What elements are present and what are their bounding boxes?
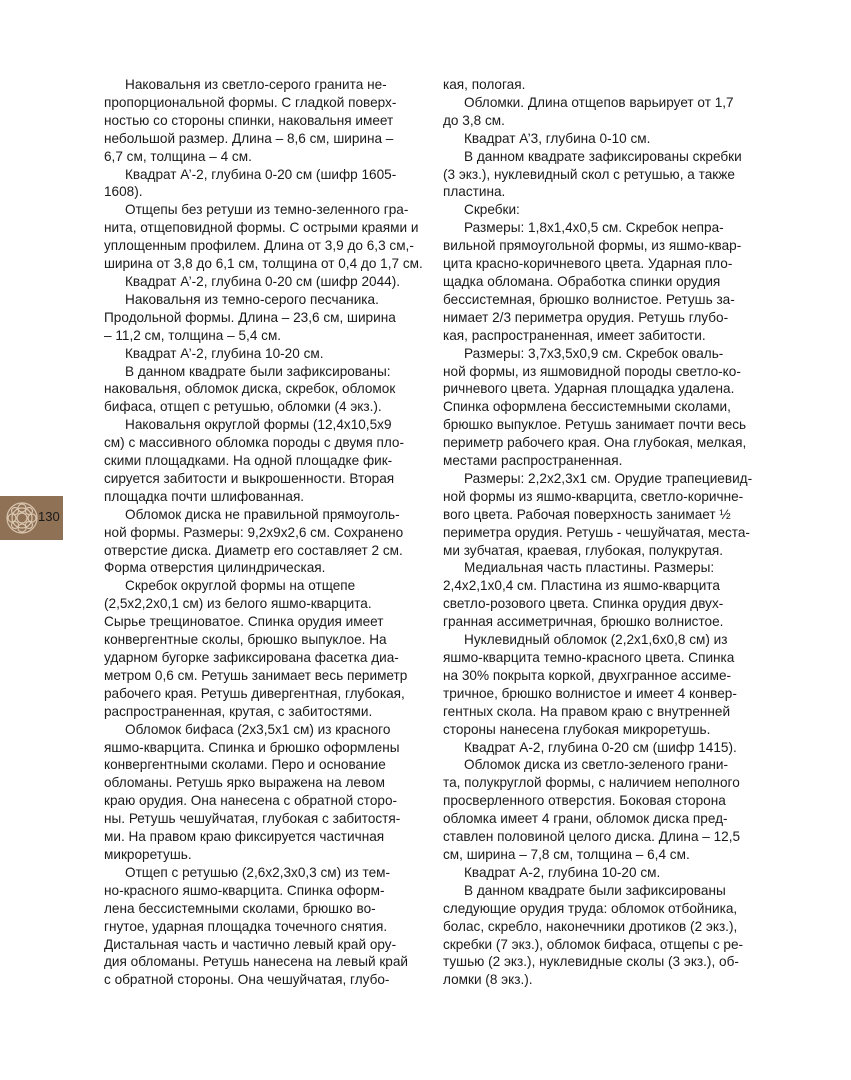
paragraph: Нуклевидный обломок (2,2х1,6х0,8 см) из яшмо-кварцита темно-красного цвета. Спинка на 30% покрыта коркой, двухгранное ассиме- тричное, брюшко волнистое и имеет 4 конвер- гентных скола. На правом краю с внутренней стороны нанесена глубокая микроретушь. xyxy=(443,632,737,737)
paragraph: Размеры: 1,8х1,4х0,5 см. Скребок непра- вильной прямоугольной формы, из яшмо-квар- цита красно-коричневого цвета. Ударная пло- щадка обломана. Обработка спинки орудия бессистемная, брюшко волнистое. Ретушь за- нимает 2/3 периметра орудия. Ретушь глубо- кая, распространенная, имеет забитости. xyxy=(443,220,742,343)
paragraph: Скребок округлой формы на отщепе (2,5х2,2х0,1 см) из белого яшмо-кварцита. Сырье трещиноватое. Спинка орудия имеет конвергентные сколы, брюшко выпуклое. На ударном бугорке зафиксирована фасетка диа- метром 0,6 см. Ретушь занимает весь периметр рабочего края. Ретушь дивергентная, глубокая, распространенная, крутая, с забитостями. xyxy=(104,578,408,719)
paragraph: Наковальня из светло-серого гранита не- пропорциональной формы. С гладкой поверх- ностью со стороны спинки, наковальня имеет небольшой размер. Длина – 8,6 см, ширина – 6,7 см, толщина – 4 см. xyxy=(104,77,397,164)
paragraph: Квадрат А’-2, глубина 10-20 см. xyxy=(125,345,324,361)
paragraph: В данном квадрате зафиксированы скребки (3 экз.), нуклевидный скол с ретушью, а также пластина. xyxy=(443,148,742,200)
paragraph: Обломок диска не правильной прямоуголь- ной формы. Размеры: 9,2х9х2,6 см. Сохранено отверстие диска. Диаметр его составляет 2 см. Форма отверстия цилиндрическая. xyxy=(104,506,404,576)
paragraph: Квадрат А’-2, глубина 0-20 см (шифр 1605- 1608). xyxy=(104,166,397,200)
paragraph: кая, пологая. xyxy=(443,77,526,92)
page-number-tab xyxy=(0,496,63,540)
right-text-column xyxy=(443,76,769,989)
paragraph: Размеры: 2,2х2,3х1 см. Орудие трапециевид- ной формы из яшмо-кварцита, светло-коричне- вого цвета. Рабочая поверхность занимает ½ периметра орудия. Ретушь - чешуйчатая, места- ми зубчатая, краевая, глубокая, полукрутая. xyxy=(443,470,753,558)
paragraph: Отщепы без ретуши из темно-зеленного гра- нита, отщеповидной формы. С острыми краями и уплощенным профилем. Длина от 3,9 до 6,3 см,- ширина от 3,8 до 6,1 см, толщина от 0,4 до 1,7 см. xyxy=(104,202,423,272)
paragraph: Наковальня округлой формы (12,4х10,5х9 см) с массивного обломка породы с двумя пло- скими площадками. На одной площадке фик- сируется забитости и выкрошенности. Вторая площадка почти шлифованная. xyxy=(104,417,405,504)
paragraph: Квадрат А-2, глубина 10-20 см. xyxy=(464,864,661,880)
ornament-icon xyxy=(4,500,40,536)
left-text-column xyxy=(104,76,426,989)
paragraph: Обломок бифаса (2х3,5х1 см) из красного яшмо-кварцита. Спинка и брюшко оформлены конвергентными сколами. Перо и основание обломаны. Ретушь ярко выражена на левом краю орудия. Она нанесена с обратной сторо- ны. Ретушь чешуйчатая, глубокая с забитостя- ми. На правом краю фиксируется частичная микроретушь. xyxy=(104,721,401,862)
paragraph: Квадрат А-2, глубина 0-20 см (шифр 1415). xyxy=(464,739,737,755)
paragraph: Скребки: xyxy=(464,202,520,218)
paragraph: Медиальная часть пластины. Размеры: 2,4х2,1х0,4 см. Пластина из яшмо-кварцита светло-розового цвета. Спинка орудия двух- гранная ассиметричная, брюшко волнистое. xyxy=(443,560,724,630)
paragraph: Обломки. Длина отщепов варьирует от 1,7 до 3,8 см. xyxy=(443,94,734,128)
paragraph: Размеры: 3,7х3,5х0,9 см. Скребок оваль- ной формы, из яшмовидной породы светло-ко- ричневого цвета. Ударная площадка удалена. Спинка оформлена бессистемными сколами, брюшко выпуклое. Ретушь занимает почти весь периметр рабочего края. Она глубокая, мелкая, местами распространенная. xyxy=(443,345,747,469)
paragraph: В данном квадрате были зафиксированы: наковальня, обломок диска, скребок, обломок бифаса, отщеп с ретушью, обломки (4 экз.). xyxy=(104,363,396,415)
paragraph: Квадрат А’-2, глубина 0-20 см (шифр 2044). xyxy=(125,273,401,289)
paragraph: Квадрат А’3, глубина 0-10 см. xyxy=(464,130,651,146)
paragraph: В данном квадрате были зафиксированы следующие орудия труда: обломок отбойника, болас, скребло, наконечники дротиков (2 экз.), скребки (7 экз.), обломок бифаса, отщепы с ре- тушью (2 экз.), нуклевидные сколы (3 экз.), об- ломки (8 экз.). xyxy=(443,882,744,988)
paragraph: Наковальня из темно-серого песчаника. Продольной формы. Длина – 23,6 см, ширина – 11,2 см, толщина – 5,4 см. xyxy=(104,291,396,343)
paragraph: Обломок диска из светло-зеленого грани- та, полукруглой формы, с наличием неполного просверленного отверстия. Боковая сторона обломка имеет 4 грани, обломок диска пред- ставлен половиной целого диска. Длина – 12,5 см, ширина – 7,8 см, толщина – 6,4 см. xyxy=(443,757,741,862)
paragraph: Отщеп с ретушью (2,6х2,3х0,3 см) из тем- но-красного яшмо-кварцита. Спинка оформ- лена бессистемными сколами, брюшко во- гнутое, ударная площадка точечного снятия. Дистальная часть и частично левый край ору- дия обломаны. Ретушь нанесена на левый край с обратной стороны. Она чешуйчатая, глубо- xyxy=(104,864,408,988)
page-number: 130 xyxy=(38,509,60,524)
